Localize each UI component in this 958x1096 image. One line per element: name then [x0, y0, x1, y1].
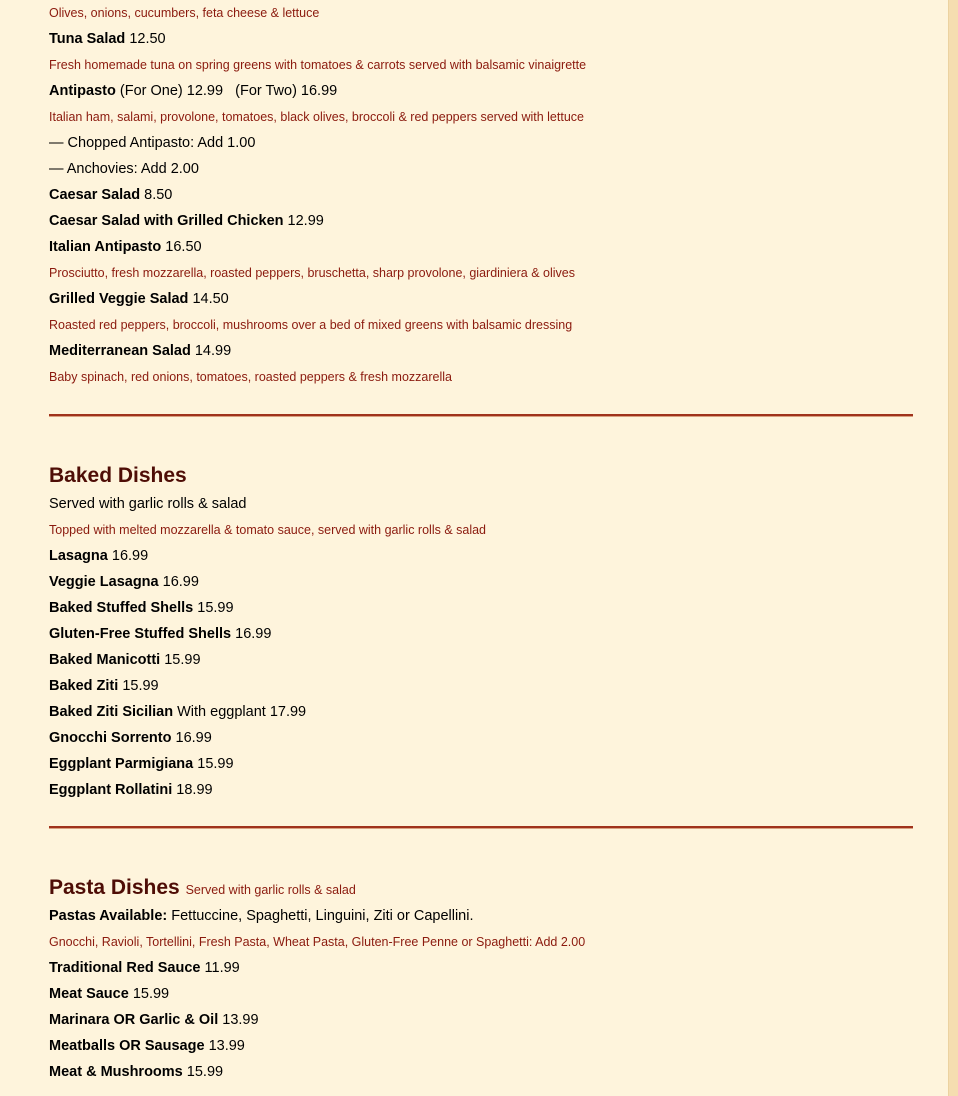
item-name: Grilled Veggie Salad	[49, 291, 189, 307]
pasta-extras: Gnocchi, Ravioli, Tortellini, Fresh Pasta, Wheat Pasta, Gluten-Free Penne or Spaghetti: Add 2.00	[49, 935, 586, 949]
item-description: Prosciutto, fresh mozzarella, roasted peppers, bruschetta, sharp provolone, giardiniera & olives	[49, 266, 575, 280]
menu-item	[49, 673, 913, 699]
addon-chopped-antipasto: — Chopped Antipasto: Add 1.00	[49, 135, 256, 151]
item-name: Veggie Lasagna	[49, 574, 159, 590]
item-price: 15.99	[132, 986, 170, 1002]
item-name: Gnocchi Sorrento	[49, 730, 172, 746]
menu-item	[49, 621, 913, 647]
pastas-available	[49, 903, 913, 929]
item-price: 16.99	[162, 574, 199, 590]
item-price: 12.99	[287, 213, 324, 229]
menu-item	[49, 647, 913, 673]
item-price: 14.50	[192, 291, 229, 307]
item-price: 16.99	[175, 730, 212, 746]
item-name: Baked Ziti Sicilian	[49, 704, 174, 720]
item-name: Eggplant Parmigiana	[49, 756, 194, 772]
section-title-text: Pasta Dishes	[49, 876, 180, 899]
menu-content	[49, 0, 913, 1085]
item-name: Caesar Salad with Grilled Chicken	[49, 213, 284, 229]
menu-item	[49, 595, 913, 621]
baked-dishes-list	[49, 543, 913, 803]
menu-item-caesar-salad	[49, 182, 913, 208]
item-price: 15.99	[197, 600, 234, 616]
item-price: 16.50	[165, 239, 202, 255]
item-price: 8.50	[144, 187, 173, 203]
item-name: Meat Sauce	[49, 986, 129, 1002]
menu-item-grilled-veggie-salad	[49, 286, 913, 312]
pasta-dishes-list	[49, 955, 913, 1085]
item-name: Traditional Red Sauce	[49, 960, 201, 976]
item-price: 15.99	[164, 652, 201, 668]
section-description: Topped with melted mozzarella & tomato sauce, served with garlic rolls & salad	[49, 523, 487, 537]
item-name: Baked Ziti	[49, 678, 119, 694]
item-description: Fresh homemade tuna on spring greens with tomatoes & carrots served with balsamic vinaigrette	[49, 58, 587, 72]
item-price: 12.50	[129, 31, 166, 47]
item-price: 11.99	[204, 960, 240, 976]
menu-item	[49, 751, 913, 777]
pastas-available-label: Pastas Available:	[49, 908, 168, 924]
item-price: 13.99	[222, 1012, 259, 1028]
section-subtitle: Served with garlic rolls & salad	[49, 496, 247, 512]
item-name: Meatballs OR Sausage	[49, 1038, 205, 1054]
item-price: 18.99	[176, 782, 213, 798]
menu-item-mediterranean-salad	[49, 338, 913, 364]
item-name: Tuna Salad	[49, 31, 126, 47]
item-name: Eggplant Rollatini	[49, 782, 173, 798]
menu-item-antipasto	[49, 78, 913, 104]
item-name: Mediterranean Salad	[49, 343, 191, 359]
section-title-pasta-dishes	[49, 873, 913, 903]
item-price: 16.99	[111, 548, 149, 564]
item-name: Baked Stuffed Shells	[49, 600, 194, 616]
item-price: (For One) 12.99 (For Two) 16.99	[119, 83, 338, 99]
item-description: Baby spinach, red onions, tomatoes, roasted peppers & fresh mozzarella	[49, 370, 452, 384]
item-name: Antipasto	[49, 83, 116, 99]
pastas-available-value: Fettuccine, Spaghetti, Linguini, Ziti or Capellini.	[171, 908, 474, 924]
item-name: Marinara OR Garlic & Oil	[49, 1012, 219, 1028]
item-price: 14.99	[194, 343, 232, 359]
menu-item	[49, 1033, 913, 1059]
item-name: Lasagna	[49, 548, 108, 564]
menu-item	[49, 725, 913, 751]
menu-item-italian-antipasto	[49, 234, 913, 260]
menu-item	[49, 699, 913, 725]
item-name: Baked Manicotti	[49, 652, 161, 668]
menu-item	[49, 981, 913, 1007]
menu-item-caesar-chicken	[49, 208, 913, 234]
menu-item-tuna-salad	[49, 26, 913, 52]
menu-item	[49, 1059, 913, 1085]
item-price: 15.99	[197, 756, 234, 772]
menu-item	[49, 569, 913, 595]
page-side-border	[948, 0, 958, 1096]
item-price: With eggplant 17.99	[177, 704, 307, 720]
menu-item	[49, 955, 913, 981]
greek-salad-description: Olives, onions, cucumbers, feta cheese & lettuce	[49, 6, 320, 20]
item-name: Gluten-Free Stuffed Shells	[49, 626, 232, 642]
item-name: Italian Antipasto	[49, 239, 162, 255]
menu-item	[49, 543, 913, 569]
item-name: Meat & Mushrooms	[49, 1064, 183, 1080]
item-price: 15.99	[186, 1064, 224, 1080]
item-price: 15.99	[122, 678, 159, 694]
addon-anchovies: — Anchovies: Add 2.00	[49, 161, 199, 177]
menu-item	[49, 777, 913, 803]
item-name: Caesar Salad	[49, 187, 141, 203]
section-title-note: Served with garlic rolls & salad	[185, 883, 356, 897]
section-title-baked-dishes: Baked Dishes	[49, 464, 187, 487]
item-description: Roasted red peppers, broccoli, mushrooms over a bed of mixed greens with balsamic dressing	[49, 318, 573, 332]
menu-item	[49, 1007, 913, 1033]
item-price: 13.99	[208, 1038, 245, 1054]
item-price: 16.99	[235, 626, 272, 642]
item-description: Italian ham, salami, provolone, tomatoes, black olives, broccoli & red peppers served with lettuce	[49, 110, 584, 124]
